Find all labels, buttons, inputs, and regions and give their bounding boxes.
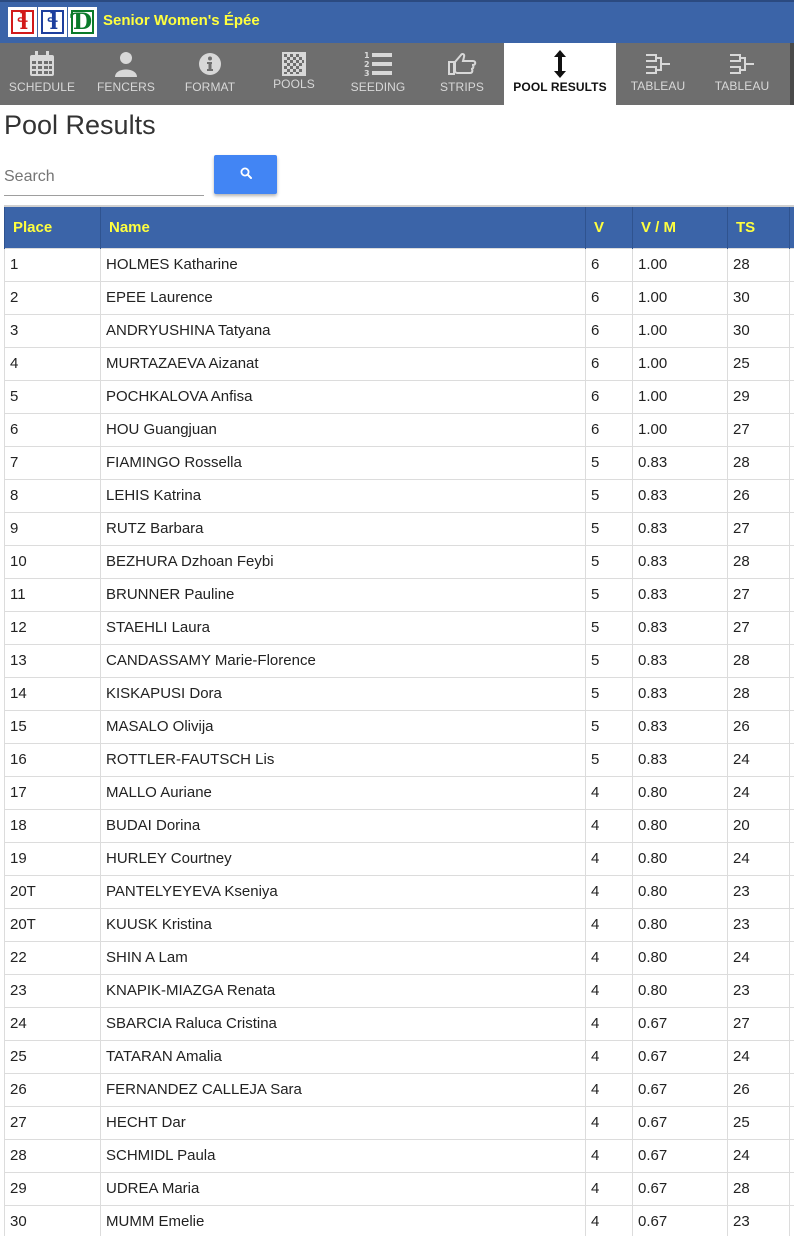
table-row xyxy=(5,314,794,347)
cell-place: 28 xyxy=(5,1139,101,1172)
column-header-overflow xyxy=(790,207,794,248)
column-header-name[interactable]: Name xyxy=(101,207,586,248)
cell-place: 16 xyxy=(5,743,101,776)
red-fencer-logo-icon: ɬ xyxy=(8,7,37,37)
cell-v: 6 xyxy=(586,248,633,281)
tab-strips[interactable] xyxy=(420,43,504,105)
cell-vm: 0.83 xyxy=(633,644,728,677)
cell-overflow xyxy=(790,446,794,479)
tab-seeding[interactable] xyxy=(336,43,420,105)
table-row xyxy=(5,743,794,776)
cell-ts: 24 xyxy=(728,743,790,776)
cell-vm: 0.83 xyxy=(633,611,728,644)
cell-ts: 30 xyxy=(728,281,790,314)
cell-vm: 0.83 xyxy=(633,743,728,776)
cell-vm: 0.83 xyxy=(633,710,728,743)
cell-ts: 23 xyxy=(728,974,790,1007)
cell-vm: 0.83 xyxy=(633,545,728,578)
cell-name: EPEE Laurence xyxy=(101,281,586,314)
page-title: Pool Results xyxy=(4,110,156,140)
cell-overflow xyxy=(790,1106,794,1139)
cell-overflow xyxy=(790,1040,794,1073)
cell-place: 29 xyxy=(5,1172,101,1205)
tab-label: POOL RESULTS xyxy=(513,80,607,94)
nav-scroll-edge xyxy=(790,43,794,105)
tab-label: STRIPS xyxy=(440,80,484,94)
table-row xyxy=(5,1172,794,1205)
cell-place: 18 xyxy=(5,809,101,842)
cell-place: 20T xyxy=(5,875,101,908)
cell-place: 14 xyxy=(5,677,101,710)
person-icon xyxy=(84,50,168,78)
cell-name: CANDASSAMY Marie-Florence xyxy=(101,644,586,677)
cell-place: 25 xyxy=(5,1040,101,1073)
cell-place: 20T xyxy=(5,908,101,941)
tab-tableau-2[interactable] xyxy=(700,43,784,105)
cell-place: 23 xyxy=(5,974,101,1007)
cell-vm: 0.67 xyxy=(633,1172,728,1205)
table-row xyxy=(5,1205,794,1236)
cell-v: 5 xyxy=(586,644,633,677)
cell-vm: 0.67 xyxy=(633,1139,728,1172)
cell-overflow xyxy=(790,1205,794,1236)
column-header-v[interactable]: V xyxy=(586,207,633,248)
table-row xyxy=(5,710,794,743)
cell-overflow xyxy=(790,743,794,776)
green-fencer-logo-icon: Ɗ xyxy=(68,7,97,37)
table-row xyxy=(5,1007,794,1040)
table-row xyxy=(5,380,794,413)
cell-v: 4 xyxy=(586,908,633,941)
cell-place: 10 xyxy=(5,545,101,578)
cell-v: 4 xyxy=(586,974,633,1007)
cell-ts: 24 xyxy=(728,1139,790,1172)
cell-place: 27 xyxy=(5,1106,101,1139)
cell-vm: 0.83 xyxy=(633,479,728,512)
cell-ts: 23 xyxy=(728,1205,790,1236)
cell-place: 4 xyxy=(5,347,101,380)
event-title: Senior Women's Épée xyxy=(103,12,260,29)
svg-text:1: 1 xyxy=(364,51,370,60)
cell-ts: 28 xyxy=(728,644,790,677)
cell-overflow xyxy=(790,908,794,941)
tab-label: POOLS xyxy=(273,77,315,91)
cell-place: 5 xyxy=(5,380,101,413)
cell-place: 6 xyxy=(5,413,101,446)
cell-place: 3 xyxy=(5,314,101,347)
cell-vm: 0.80 xyxy=(633,776,728,809)
cell-place: 7 xyxy=(5,446,101,479)
cell-place: 12 xyxy=(5,611,101,644)
cell-v: 6 xyxy=(586,281,633,314)
cell-overflow xyxy=(790,710,794,743)
cell-vm: 0.80 xyxy=(633,842,728,875)
cell-ts: 25 xyxy=(728,347,790,380)
table-row xyxy=(5,413,794,446)
cell-ts: 27 xyxy=(728,413,790,446)
cell-overflow xyxy=(790,1139,794,1172)
column-header-ts[interactable]: TS xyxy=(728,207,790,248)
cell-v: 4 xyxy=(586,1040,633,1073)
cell-ts: 28 xyxy=(728,545,790,578)
cell-overflow xyxy=(790,380,794,413)
cell-v: 4 xyxy=(586,1205,633,1236)
cell-overflow xyxy=(790,974,794,1007)
cell-name: MUMM Emelie xyxy=(101,1205,586,1236)
table-row xyxy=(5,809,794,842)
cell-v: 5 xyxy=(586,545,633,578)
cell-name: BRUNNER Pauline xyxy=(101,578,586,611)
cell-overflow xyxy=(790,545,794,578)
cell-name: UDREA Maria xyxy=(101,1172,586,1205)
table-row xyxy=(5,347,794,380)
cell-v: 5 xyxy=(586,611,633,644)
cell-name: STAEHLI Laura xyxy=(101,611,586,644)
info-icon xyxy=(168,50,252,78)
cell-place: 17 xyxy=(5,776,101,809)
cell-v: 5 xyxy=(586,479,633,512)
cell-vm: 1.00 xyxy=(633,413,728,446)
cell-v: 5 xyxy=(586,578,633,611)
cell-overflow xyxy=(790,347,794,380)
cell-name: ANDRYUSHINA Tatyana xyxy=(101,314,586,347)
cell-ts: 27 xyxy=(728,611,790,644)
cell-ts: 20 xyxy=(728,809,790,842)
svg-text:2: 2 xyxy=(364,60,370,69)
tab-label: FENCERS xyxy=(96,80,156,94)
table-row xyxy=(5,842,794,875)
cell-ts: 23 xyxy=(728,875,790,908)
cell-name: KUUSK Kristina xyxy=(101,908,586,941)
grid-icon xyxy=(252,50,336,78)
table-row xyxy=(5,677,794,710)
cell-vm: 0.67 xyxy=(633,1205,728,1236)
cell-ts: 27 xyxy=(728,1007,790,1040)
bracket-icon xyxy=(700,50,784,78)
cell-place: 8 xyxy=(5,479,101,512)
cell-overflow xyxy=(790,1073,794,1106)
cell-vm: 0.80 xyxy=(633,809,728,842)
blue-fencer-logo-icon: ɬ xyxy=(38,7,67,37)
table-row xyxy=(5,248,794,281)
cell-v: 6 xyxy=(586,413,633,446)
cell-ts: 24 xyxy=(728,941,790,974)
cell-v: 6 xyxy=(586,380,633,413)
calendar-icon xyxy=(0,50,84,78)
cell-vm: 0.67 xyxy=(633,1040,728,1073)
column-header-vm[interactable]: V / M xyxy=(633,207,728,248)
cell-ts: 28 xyxy=(728,1172,790,1205)
table-row xyxy=(5,611,794,644)
cell-ts: 29 xyxy=(728,380,790,413)
cell-overflow xyxy=(790,842,794,875)
cell-name: TATARAN Amalia xyxy=(101,1040,586,1073)
cell-place: 24 xyxy=(5,1007,101,1040)
cell-name: BUDAI Dorina xyxy=(101,809,586,842)
svg-text:3: 3 xyxy=(364,69,370,77)
cell-ts: 24 xyxy=(728,842,790,875)
cell-ts: 27 xyxy=(728,512,790,545)
cell-ts: 26 xyxy=(728,710,790,743)
table-row xyxy=(5,644,794,677)
table-row xyxy=(5,1073,794,1106)
tab-pool-results[interactable] xyxy=(504,43,616,105)
cell-name: PANTELYEYEVA Kseniya xyxy=(101,875,586,908)
table-row xyxy=(5,974,794,1007)
cell-overflow xyxy=(790,314,794,347)
cell-v: 5 xyxy=(586,710,633,743)
cell-v: 5 xyxy=(586,446,633,479)
table-row xyxy=(5,941,794,974)
bracket-icon xyxy=(616,50,700,78)
cell-overflow xyxy=(790,776,794,809)
cell-v: 5 xyxy=(586,743,633,776)
cell-overflow xyxy=(790,479,794,512)
cell-ts: 25 xyxy=(728,1106,790,1139)
cell-name: FIAMINGO Rossella xyxy=(101,446,586,479)
cell-v: 4 xyxy=(586,1106,633,1139)
cell-place: 19 xyxy=(5,842,101,875)
cell-v: 4 xyxy=(586,1007,633,1040)
table-row xyxy=(5,875,794,908)
cell-name: SCHMIDL Paula xyxy=(101,1139,586,1172)
cell-v: 5 xyxy=(586,512,633,545)
cell-ts: 24 xyxy=(728,776,790,809)
table-body xyxy=(5,248,794,1236)
cell-v: 4 xyxy=(586,1139,633,1172)
cell-place: 11 xyxy=(5,578,101,611)
cell-overflow xyxy=(790,281,794,314)
cell-place: 30 xyxy=(5,1205,101,1236)
tab-schedule[interactable] xyxy=(0,43,84,105)
table-row xyxy=(5,281,794,314)
top-header-bar xyxy=(0,0,794,43)
tab-label: TABLEAU xyxy=(630,79,686,93)
cell-ts: 30 xyxy=(728,314,790,347)
column-header-place[interactable]: Place xyxy=(5,207,101,248)
cell-v: 4 xyxy=(586,941,633,974)
pool-results-table-container xyxy=(4,205,794,1236)
cell-place: 22 xyxy=(5,941,101,974)
cell-place: 9 xyxy=(5,512,101,545)
cell-v: 4 xyxy=(586,776,633,809)
cell-v: 6 xyxy=(586,314,633,347)
cell-name: MASALO Olivija xyxy=(101,710,586,743)
table-header-row xyxy=(5,207,794,248)
table-row xyxy=(5,512,794,545)
cell-name: HURLEY Courtney xyxy=(101,842,586,875)
cell-overflow xyxy=(790,248,794,281)
cell-vm: 0.83 xyxy=(633,512,728,545)
tab-label: FORMAT xyxy=(184,80,236,94)
cell-overflow xyxy=(790,941,794,974)
search-button[interactable] xyxy=(214,155,277,194)
vertical-arrows-icon xyxy=(504,50,616,78)
cell-ts: 28 xyxy=(728,446,790,479)
cell-v: 4 xyxy=(586,842,633,875)
cell-vm: 0.83 xyxy=(633,677,728,710)
cell-vm: 0.83 xyxy=(633,446,728,479)
cell-vm: 0.67 xyxy=(633,1007,728,1040)
cell-v: 4 xyxy=(586,809,633,842)
cell-name: LEHIS Katrina xyxy=(101,479,586,512)
cell-vm: 0.67 xyxy=(633,1073,728,1106)
cell-name: ROTTLER-FAUTSCH Lis xyxy=(101,743,586,776)
cell-name: SBARCIA Raluca Cristina xyxy=(101,1007,586,1040)
table-row xyxy=(5,446,794,479)
cell-v: 6 xyxy=(586,347,633,380)
cell-vm: 1.00 xyxy=(633,347,728,380)
cell-overflow xyxy=(790,578,794,611)
cell-overflow xyxy=(790,875,794,908)
cell-vm: 0.80 xyxy=(633,941,728,974)
table-row xyxy=(5,1106,794,1139)
tab-pools[interactable] xyxy=(252,43,336,105)
tab-label: TABLEAU xyxy=(714,79,770,93)
table-row xyxy=(5,1040,794,1073)
cell-place: 1 xyxy=(5,248,101,281)
ordered-list-icon xyxy=(336,50,420,78)
cell-vm: 1.00 xyxy=(633,248,728,281)
cell-name: KNAPIK-MIAZGA Renata xyxy=(101,974,586,1007)
cell-vm: 0.83 xyxy=(633,578,728,611)
cell-ts: 26 xyxy=(728,479,790,512)
cell-name: KISKAPUSI Dora xyxy=(101,677,586,710)
cell-vm: 0.67 xyxy=(633,1106,728,1139)
pointing-hand-icon xyxy=(420,50,504,78)
federation-logos xyxy=(8,7,97,37)
cell-name: RUTZ Barbara xyxy=(101,512,586,545)
table-row xyxy=(5,479,794,512)
tab-label: SEEDING xyxy=(350,80,406,94)
tab-label: SCHEDULE xyxy=(8,80,76,94)
table-row xyxy=(5,545,794,578)
cell-name: POCHKALOVA Anfisa xyxy=(101,380,586,413)
cell-overflow xyxy=(790,512,794,545)
cell-v: 5 xyxy=(586,677,633,710)
cell-place: 26 xyxy=(5,1073,101,1106)
cell-vm: 1.00 xyxy=(633,281,728,314)
cell-name: MURTAZAEVA Aizanat xyxy=(101,347,586,380)
cell-place: 15 xyxy=(5,710,101,743)
cell-vm: 0.80 xyxy=(633,908,728,941)
cell-ts: 27 xyxy=(728,578,790,611)
cell-vm: 1.00 xyxy=(633,314,728,347)
cell-ts: 28 xyxy=(728,248,790,281)
cell-vm: 1.00 xyxy=(633,380,728,413)
cell-vm: 0.80 xyxy=(633,974,728,1007)
cell-name: HOLMES Katharine xyxy=(101,248,586,281)
cell-name: FERNANDEZ CALLEJA Sara xyxy=(101,1073,586,1106)
cell-name: SHIN A Lam xyxy=(101,941,586,974)
cell-name: HECHT Dar xyxy=(101,1106,586,1139)
event-nav-tabs xyxy=(0,43,794,105)
pool-results-table xyxy=(4,207,794,1236)
cell-overflow xyxy=(790,611,794,644)
cell-ts: 28 xyxy=(728,677,790,710)
table-row xyxy=(5,578,794,611)
cell-overflow xyxy=(790,413,794,446)
cell-vm: 0.80 xyxy=(633,875,728,908)
cell-name: HOU Guangjuan xyxy=(101,413,586,446)
tab-tableau[interactable] xyxy=(616,43,700,105)
cell-ts: 26 xyxy=(728,1073,790,1106)
search-icon xyxy=(240,167,252,182)
cell-ts: 24 xyxy=(728,1040,790,1073)
cell-overflow xyxy=(790,644,794,677)
cell-ts: 23 xyxy=(728,908,790,941)
table-row xyxy=(5,776,794,809)
cell-name: BEZHURA Dzhoan Feybi xyxy=(101,545,586,578)
table-row xyxy=(5,908,794,941)
cell-overflow xyxy=(790,1007,794,1040)
tab-fencers[interactable] xyxy=(84,43,168,105)
search-input[interactable] xyxy=(4,158,204,196)
cell-overflow xyxy=(790,1172,794,1205)
cell-place: 13 xyxy=(5,644,101,677)
cell-overflow xyxy=(790,809,794,842)
cell-v: 4 xyxy=(586,875,633,908)
cell-name: MALLO Auriane xyxy=(101,776,586,809)
cell-place: 2 xyxy=(5,281,101,314)
cell-v: 4 xyxy=(586,1172,633,1205)
cell-v: 4 xyxy=(586,1073,633,1106)
cell-overflow xyxy=(790,677,794,710)
table-row xyxy=(5,1139,794,1172)
tab-format[interactable] xyxy=(168,43,252,105)
